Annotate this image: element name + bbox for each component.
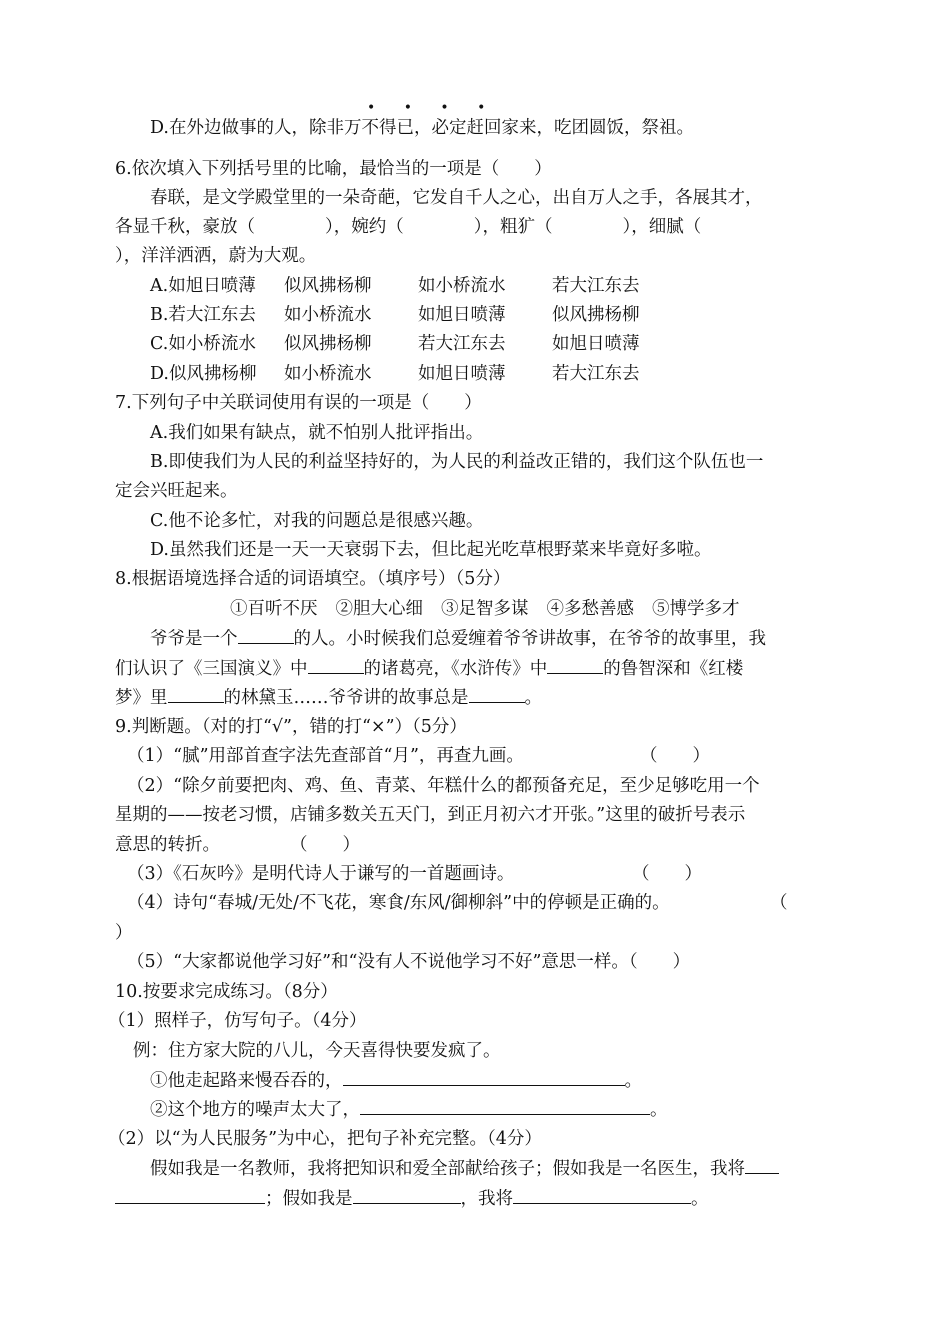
fill-blank[interactable] [745, 1157, 779, 1174]
option-cell: 如旭日喷薄 [418, 305, 506, 325]
fill-blank[interactable] [238, 627, 294, 644]
text: 的诸葛亮，《水浒传》中 [363, 659, 548, 679]
q7-option-a: A.我们如果有缺点，就不怕别人批评指出。 [150, 423, 484, 443]
q7-option-b-line-2: 定会兴旺起来。 [115, 481, 238, 501]
fill-blank[interactable] [469, 686, 525, 703]
fill-blank[interactable] [343, 1069, 625, 1086]
q9-item-4-answer-open[interactable]: （ [770, 893, 788, 913]
q10-stem: 10.按要求完成练习。（8分） [115, 982, 338, 1002]
q9-item-3: （3）《石灰吟》是明代诗人于谦写的一首题画诗。 [127, 864, 515, 884]
q9-item-5: （5）“大家都说他学习好”和“没有人不说他学习不好”意思一样。（ ） [127, 952, 691, 972]
q9-item-2-line-3: 意思的转折。 [115, 835, 220, 855]
q9-stem: 9.判断题。（对的打“√”，错的打“×”）（5分） [115, 717, 467, 737]
q10-section-1: （1）照样子，仿写句子。（4分） [108, 1011, 367, 1031]
q10-paragraph-line-1 [150, 1157, 779, 1180]
q10-section-2: （2）以“为人民服务”为中心，把句子补充完整。（4分） [108, 1129, 542, 1149]
q6-option-a [150, 275, 686, 297]
option-cell: 如旭日喷薄 [552, 334, 640, 354]
q9-item-2-answer[interactable]: （ ） [290, 835, 360, 855]
option-cell: 如旭日喷薄 [418, 364, 506, 384]
text: 的鲁智深和《红楼 [603, 659, 744, 679]
q8-word-bank [230, 598, 740, 620]
fill-blank[interactable] [308, 657, 364, 674]
q8-stem: 8.根据语境选择合适的词语填空。（填序号）（5分） [115, 569, 511, 589]
q6-option-c [150, 333, 686, 355]
q6-passage-line-1: 春联，是文学殿堂里的一朵奇葩，它发自千人之心，出自万人之手，各展其才， [150, 188, 763, 208]
option-cell: 若大江东去 [552, 364, 640, 384]
option-cell: 似风拂杨柳 [284, 334, 372, 354]
fill-blank[interactable] [547, 657, 603, 674]
option-cell: 似风拂杨柳 [284, 276, 372, 296]
option-cell: A.如旭日喷薄 [150, 276, 256, 296]
q7-option-c: C.他不论多忙，对我的问题总是很感兴趣。 [150, 511, 484, 531]
q10-rewrite-1 [150, 1069, 642, 1092]
q10-example: 例：住方家大院的八儿，今天喜得快要发疯了。 [133, 1041, 501, 1061]
option-cell: C.如小桥流水 [150, 334, 256, 354]
option-cell: 如小桥流水 [284, 364, 372, 384]
q6-passage-line-3: ），洋洋洒洒，蔚为大观。 [115, 246, 317, 266]
fill-blank[interactable] [513, 1187, 691, 1204]
option-cell: B.若大江东去 [150, 305, 256, 325]
fill-blank[interactable] [115, 1187, 265, 1204]
q6-option-b [150, 304, 686, 326]
text: ，我将 [460, 1189, 513, 1209]
word-option: ⑤博学多才 [652, 599, 740, 619]
word-option: ①百听不厌 [230, 599, 318, 619]
text: 梦》里 [115, 688, 168, 708]
q8-passage-line-3 [115, 686, 542, 709]
text: 的人。小时候我们总爱缠着爷爷讲故事，在爷爷的故事里，我 [293, 629, 766, 649]
q9-item-1-answer[interactable]: （ ） [640, 746, 710, 766]
q7-option-d: D.虽然我们还是一天一天衰弱下去，但比起光吃草根野菜来毕竟好多啦。 [150, 540, 712, 560]
option-cell: 若大江东去 [552, 276, 640, 296]
q6-option-d [150, 363, 686, 385]
q8-passage-line-2 [115, 657, 743, 680]
word-option: ③足智多谋 [441, 599, 529, 619]
q6-passage-line-2: 各显千秋，豪放（ ），婉约（ ），粗犷（ ），细腻（ [115, 217, 702, 237]
q10-paragraph-line-2 [115, 1187, 709, 1210]
word-option: ④多愁善感 [546, 599, 634, 619]
q9-item-2-line-2: 星期的——按老习惯，店铺多数关五天门，到正月初六才开张。”这里的破折号表示 [115, 805, 746, 825]
text: ②这个地方的噪声太大了， [150, 1100, 360, 1120]
text: 。 [691, 1189, 709, 1209]
text: 。 [650, 1100, 668, 1120]
text: 的林黛玉……爷爷讲的故事总是 [223, 688, 469, 708]
q9-item-1: （1）“腻”用部首查字法先查部首“月”，再查九画。 [127, 746, 524, 766]
option-cell: 似风拂杨柳 [552, 305, 640, 325]
q10-rewrite-2 [150, 1098, 668, 1121]
q8-passage-line-1 [150, 627, 766, 650]
option-cell: 若大江东去 [418, 334, 506, 354]
option-cell: D.似风拂杨柳 [150, 364, 257, 384]
q6-stem: 6.依次填入下列括号里的比喻，最恰当的一项是（ ） [115, 159, 552, 179]
text: 假如我是一名教师，我将把知识和爱全部献给孩子；假如我是一名医生，我将 [150, 1159, 745, 1179]
option-cell: 如小桥流水 [418, 276, 506, 296]
q7-option-b-line-1: B.即使我们为人民的利益坚持好的，为人民的利益改正错的，我们这个队伍也一 [150, 452, 764, 472]
word-option: ②胆大心细 [335, 599, 423, 619]
q9-item-4: （4）诗句“春城/无处/不飞花，寒食/东风/御柳斜”中的停顿是正确的。 [127, 893, 670, 913]
q9-item-4-answer-close: ） [115, 923, 133, 943]
text: ；假如我是 [265, 1189, 353, 1209]
q5-option-d: D.在外边做事的人，除非万不得已，必定赶回家来，吃团圆饭，祭祖。 [150, 118, 694, 138]
fill-blank[interactable] [360, 1098, 650, 1115]
text: 爷爷是一个 [150, 629, 238, 649]
text: ①他走起路来慢吞吞的， [150, 1071, 343, 1091]
emphasis-dots: • • • • [367, 100, 498, 116]
fill-blank[interactable] [168, 686, 224, 703]
q9-item-3-answer[interactable]: （ ） [632, 864, 702, 884]
option-cell: 如小桥流水 [284, 305, 372, 325]
text: 。 [624, 1071, 642, 1091]
q7-stem: 7.下列句子中关联词使用有误的一项是（ ） [115, 393, 482, 413]
text: 们认识了《三国演义》中 [115, 659, 308, 679]
text: 。 [524, 688, 542, 708]
q9-item-2-line-1: （2）“除夕前要把肉、鸡、鱼、青菜、年糕什么的都预备充足，至少足够吃用一个 [127, 776, 760, 796]
fill-blank[interactable] [353, 1187, 461, 1204]
